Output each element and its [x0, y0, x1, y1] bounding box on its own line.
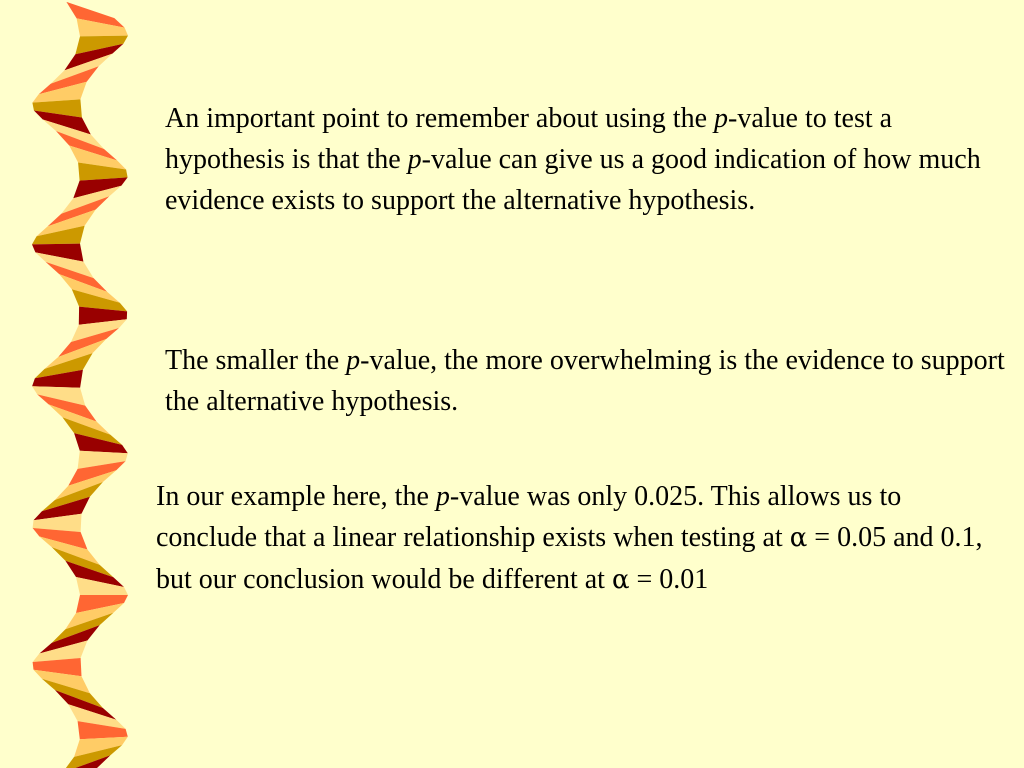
text-run: The smaller the [165, 345, 347, 376]
paragraph-example-conclusion [156, 476, 1006, 601]
text-run: In our example here, the [156, 481, 436, 512]
text-run: -value, the more overwhelming is the evidence to support the alternative hypothesis. [165, 345, 1005, 417]
text-run: = 0.05 and 0.1, but our conclusion would be different at [156, 522, 983, 595]
text-run: -value can give us a good indication of how much evidence exists to support the alternative hypothesis. [165, 144, 981, 216]
alpha-symbol: α [789, 523, 808, 553]
italic-p: p [714, 103, 729, 134]
italic-p: p [346, 345, 361, 376]
italic-p: p [407, 144, 422, 175]
text-run: -value to test a hypothesis is that the [165, 103, 893, 175]
text-run: = 0.01 [629, 564, 709, 595]
paragraph-smaller-pvalue [165, 340, 1005, 422]
decorative-wave-ribbon [0, 0, 140, 768]
text-run: -value was only 0.025. This allows us to conclude that a linear relationship exists when testing at [156, 481, 902, 553]
paragraph-pvalue-evidence [165, 98, 1005, 221]
italic-p: p [435, 481, 450, 512]
alpha-symbol: α [611, 565, 630, 595]
text-run: An important point to remember about using the [165, 103, 715, 134]
